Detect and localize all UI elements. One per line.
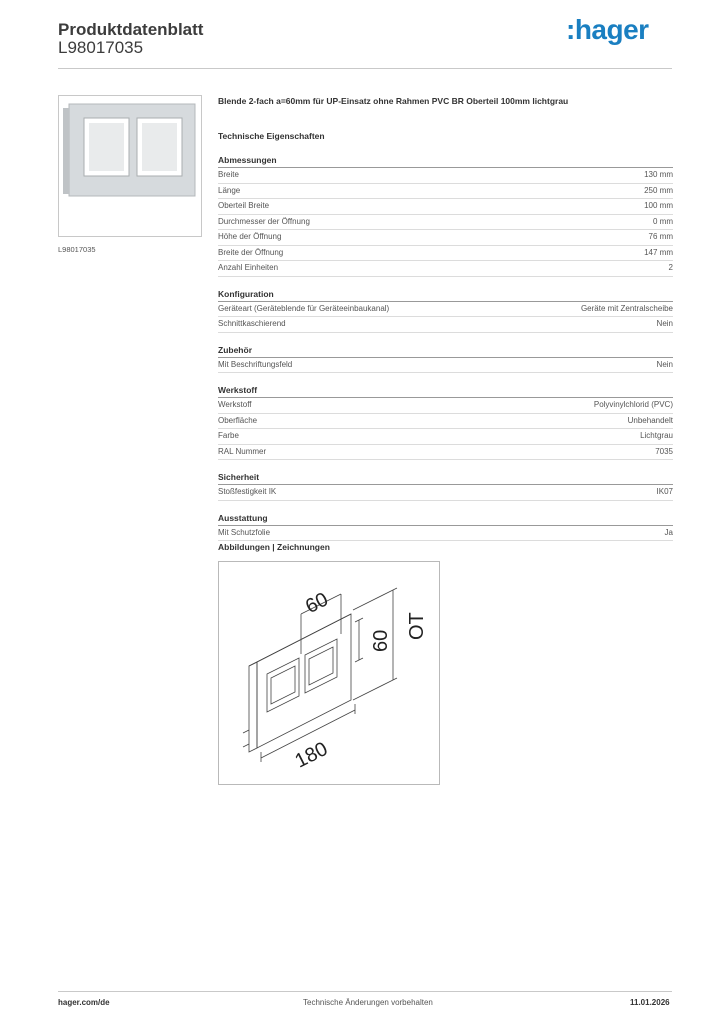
section-title: Zubehör: [218, 343, 673, 358]
article-number: L98017035: [58, 38, 144, 57]
spec-row: [218, 526, 673, 542]
footer-divider: [58, 991, 672, 992]
spec-row: [218, 302, 673, 318]
spec-value: IK07: [656, 487, 673, 496]
technical-drawing: [218, 561, 440, 785]
page-title: Produktdatenblatt: [58, 20, 204, 39]
spec-value: 100 mm: [644, 201, 673, 210]
spec-row: [218, 358, 673, 374]
hager-logo: :hager: [566, 14, 649, 45]
spec-label: Oberfläche: [218, 415, 258, 425]
spec-label: Breite: [218, 170, 239, 179]
spec-row: [218, 168, 673, 184]
spec-value: 76 mm: [648, 232, 673, 241]
tech-properties-heading: Technische Eigenschaften: [218, 131, 325, 141]
spec-label: Mit Schutzfolie: [218, 527, 271, 537]
product-image: [58, 95, 202, 237]
spec-label: Werkstoff: [218, 400, 252, 409]
spec-row: [218, 445, 673, 461]
spec-value: Ja: [664, 527, 673, 537]
spec-row: [218, 429, 673, 445]
spec-label: Geräteart (Geräteblende für Geräteeinbaukanal): [218, 303, 390, 313]
spec-row: [218, 414, 673, 430]
spec-label: Breite der Öffnung: [218, 247, 284, 257]
dim-side-label: 60: [370, 629, 392, 652]
footer-note: Technische Änderungen vorbehalten: [303, 998, 433, 1007]
spec-label: Farbe: [218, 431, 239, 440]
footer-date: 11.01.2026: [630, 998, 670, 1007]
spec-row: [218, 230, 673, 246]
spec-label: Schnittkaschierend: [218, 319, 286, 328]
spec-value: Nein: [656, 319, 673, 328]
spec-label: Höhe der Öffnung: [218, 232, 282, 241]
spec-value: Geräte mit Zentralscheibe: [580, 303, 673, 313]
spec-value: Nein: [656, 359, 673, 369]
spec-label: Stoßfestigkeit IK: [218, 487, 277, 496]
product-photo-icon: [59, 96, 201, 236]
spec-value: 130 mm: [644, 170, 673, 179]
dim-top-label: 60: [302, 588, 332, 619]
dimension-drawing-icon: [219, 562, 439, 784]
spec-label: Oberteil Breite: [218, 201, 270, 210]
spec-row: [218, 215, 673, 231]
spec-label: RAL Nummer: [218, 446, 267, 456]
spec-value: 147 mm: [644, 247, 673, 257]
footer-website-link[interactable]: hager.com/de: [58, 998, 110, 1007]
section-title: Sicherheit: [218, 470, 673, 485]
product-description: Blende 2-fach a=60mm für UP-Einsatz ohne Rahmen PVC BR Oberteil 100mm lichtgrau: [218, 96, 569, 106]
image-caption: L98017035: [58, 245, 96, 254]
spec-value: Lichtgrau: [640, 431, 673, 440]
spec-value: 0 mm: [653, 216, 673, 226]
spec-value: 250 mm: [644, 185, 673, 195]
section-title: Ausstattung: [218, 511, 673, 526]
spec-row: [218, 317, 673, 333]
section-title: Abmessungen: [218, 153, 673, 168]
header-divider: [58, 68, 672, 69]
spec-table: [218, 153, 673, 541]
spec-label: Anzahl Einheiten: [218, 263, 279, 272]
spec-label: Durchmesser der Öffnung: [218, 216, 310, 226]
spec-value: Polyvinylchlorid (PVC): [593, 400, 673, 409]
spec-row: [218, 199, 673, 215]
spec-row: [218, 398, 673, 414]
figures-heading: Abbildungen | Zeichnungen: [218, 542, 330, 552]
section-title: Werkstoff: [218, 383, 673, 398]
spec-value: Unbehandelt: [627, 415, 673, 425]
spec-label: Länge: [218, 185, 241, 195]
section-title: Konfiguration: [218, 287, 673, 302]
spec-value: 2: [668, 263, 673, 272]
spec-label: Mit Beschriftungsfeld: [218, 359, 293, 369]
spec-value: 7035: [655, 446, 673, 456]
spec-row: [218, 246, 673, 262]
dim-bottom-label: 180: [291, 737, 332, 773]
dim-ot-label: OT: [406, 612, 428, 640]
spec-row: [218, 184, 673, 200]
spec-row: [218, 485, 673, 501]
spec-row: [218, 261, 673, 277]
